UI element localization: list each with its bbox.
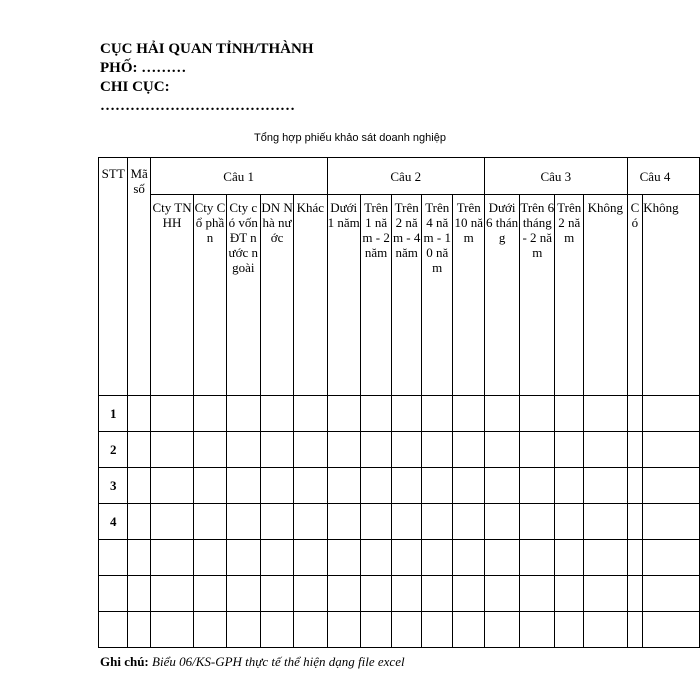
col-cty-von-dtnn: Cty có vốn ĐT nước ngoài [226,195,260,396]
row-number [99,576,128,612]
row-number: 4 [99,504,128,540]
header-stt: STT [99,158,128,396]
survey-summary-table [98,157,700,648]
row-number: 3 [99,468,128,504]
group-cau-3: Câu 3 [484,158,627,195]
col-tren-4-10-nam: Trên 4 năm - 10 năm [421,195,453,396]
col-duoi-6-thang: Dưới 6 tháng [484,195,519,396]
table-row [99,612,700,648]
col-dn-nha-nuoc: DN Nhà nước [260,195,293,396]
col-tren-2-nam: Trên 2 năm [555,195,584,396]
agency-line-2: PHỐ: ……… [100,60,187,76]
row-number: 2 [99,432,128,468]
footnote-label: Ghi chú: [100,654,149,669]
group-cau-4: Câu 4 [627,158,699,195]
row-number [99,612,128,648]
agency-line-3: CHI CỤC: [100,79,170,95]
agency-line-1: CỤC HẢI QUAN TỈNH/THÀNH [100,41,314,57]
col-tren-6-thang-2-nam: Trên 6 tháng - 2 năm [520,195,555,396]
row-number: 1 [99,396,128,432]
col-co: Có [627,195,643,396]
col-cty-co-phan: Cty Cổ phần [194,195,226,396]
col-khong-cau4: Không [643,195,700,396]
col-tren-2-4-nam: Trên 2 năm - 4 năm [392,195,422,396]
footnote-text: Biểu 06/KS-GPH thực tế thể hiện dạng file excel [148,654,405,669]
col-duoi-1-nam: Dưới 1 năm [327,195,360,396]
table-row [99,540,700,576]
col-cty-tnhh: Cty TNHH [150,195,194,396]
group-cau-2: Câu 2 [327,158,484,195]
header-ma-so: Mã số [128,158,150,396]
table-row [99,504,700,540]
table-row [99,468,700,504]
table-row [99,576,700,612]
group-cau-1: Câu 1 [150,158,327,195]
table-row [99,432,700,468]
agency-line-4: ………………………………… [100,98,295,114]
page-title: Tổng hợp phiếu khảo sát doanh nghiệp [254,132,446,144]
col-tren-10-nam: Trên 10 năm [453,195,485,396]
col-khac: Khác [294,195,327,396]
row-number [99,540,128,576]
table-row [99,396,700,432]
agency-header [100,40,314,116]
col-khong-cau3: Không [584,195,628,396]
footnote [100,654,405,670]
col-tren-1-2-nam: Trên 1 năm - 2 năm [360,195,392,396]
